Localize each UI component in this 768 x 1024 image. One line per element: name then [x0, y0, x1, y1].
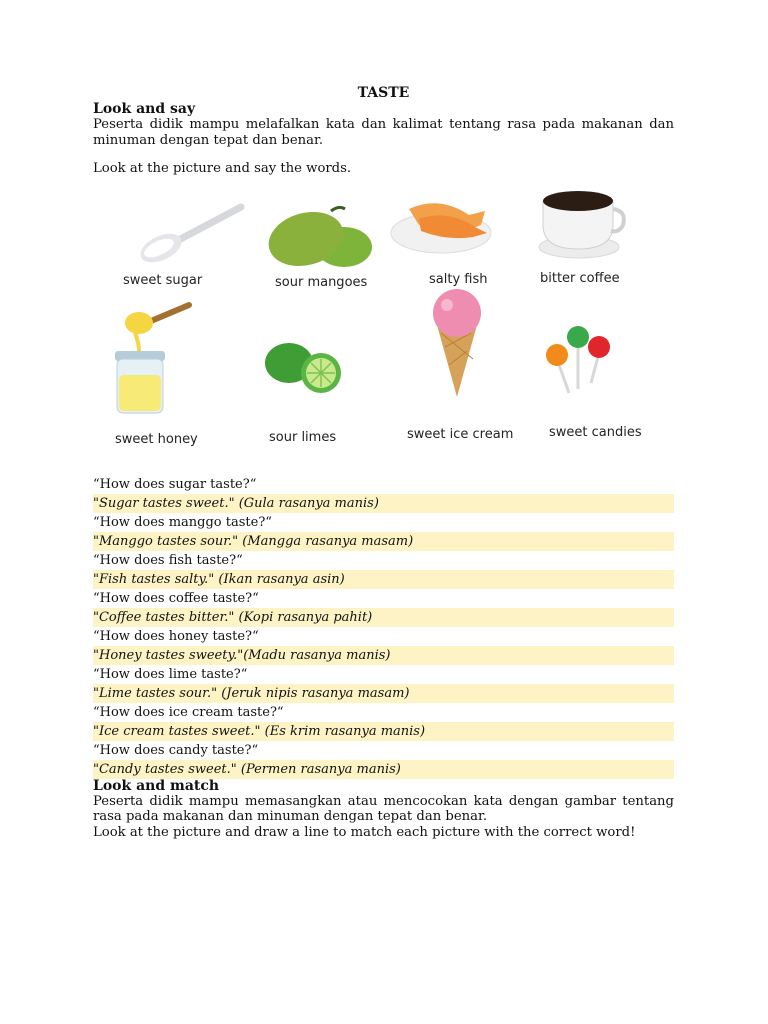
limes-icon — [263, 339, 343, 403]
question: “How does lime taste?“ — [93, 666, 248, 682]
caption: salty fish — [429, 271, 488, 287]
caption: sweet candies — [549, 424, 642, 440]
question: “How does honey taste?“ — [93, 628, 259, 644]
section-instruction: Look at the picture and say the words. — [93, 161, 352, 177]
caption: sweet honey — [115, 431, 198, 447]
answer: "Sugar tastes sweet." (Gula rasanya manis) — [93, 494, 674, 513]
section-description: Peserta didik mampu memasangkan atau mencocokan kata dengan gambar tentang rasa pada makanan dan minuman dengan tepat dan benar. — [93, 793, 674, 825]
section-instruction: Look at the picture and draw a line to match each picture with the correct word! — [93, 824, 636, 840]
lollipops-icon — [543, 319, 618, 403]
page-title: TASTE — [357, 85, 410, 101]
question: “How does ice cream taste?“ — [93, 704, 284, 720]
question: “How does fish taste?“ — [93, 552, 243, 568]
section-heading-look-and-match: Look and match — [93, 777, 220, 794]
worksheet — [93, 84, 674, 841]
caption: sweet sugar — [123, 272, 203, 288]
answer: "Lime tastes sour." (Jeruk nipis rasanya masam) — [93, 684, 674, 703]
sugar-spoon-icon — [133, 193, 253, 267]
caption: sweet ice cream — [407, 426, 514, 442]
question-answer-list — [93, 475, 674, 779]
caption: sour mangoes — [275, 274, 368, 290]
question: “How does sugar taste?“ — [93, 476, 257, 492]
answer: "Ice cream tastes sweet." (Es krim rasanya manis) — [93, 722, 674, 741]
taste-pictures — [93, 179, 674, 473]
section-heading-look-and-say: Look and say — [93, 101, 196, 117]
mangoes-icon — [266, 197, 376, 281]
caption: bitter coffee — [540, 270, 620, 286]
coffee-cup-icon — [533, 183, 633, 267]
answer: "Coffee tastes bitter." (Kopi rasanya pahit) — [93, 608, 674, 627]
answer: "Candy tastes sweet." (Permen rasanya manis) — [93, 760, 674, 779]
section-description: Peserta didik mampu melafalkan kata dan kalimat tentang rasa pada makanan dan minuman dengan tepat dan benar. — [93, 117, 674, 148]
answer: "Honey tastes sweety."(Madu rasanya manis) — [93, 646, 674, 665]
question: “How does candy taste?“ — [93, 742, 259, 758]
ice-cream-icon — [429, 289, 489, 403]
answer: "Manggo tastes sour." (Mangga rasanya masam) — [93, 532, 674, 551]
fish-icon — [389, 189, 499, 263]
answer: "Fish tastes salty." (Ikan rasanya asin) — [93, 570, 674, 589]
question: “How does coffee taste?“ — [93, 590, 259, 606]
honey-jar-icon — [113, 299, 203, 423]
question: “How does manggo taste?“ — [93, 514, 272, 530]
caption: sour limes — [269, 429, 337, 445]
